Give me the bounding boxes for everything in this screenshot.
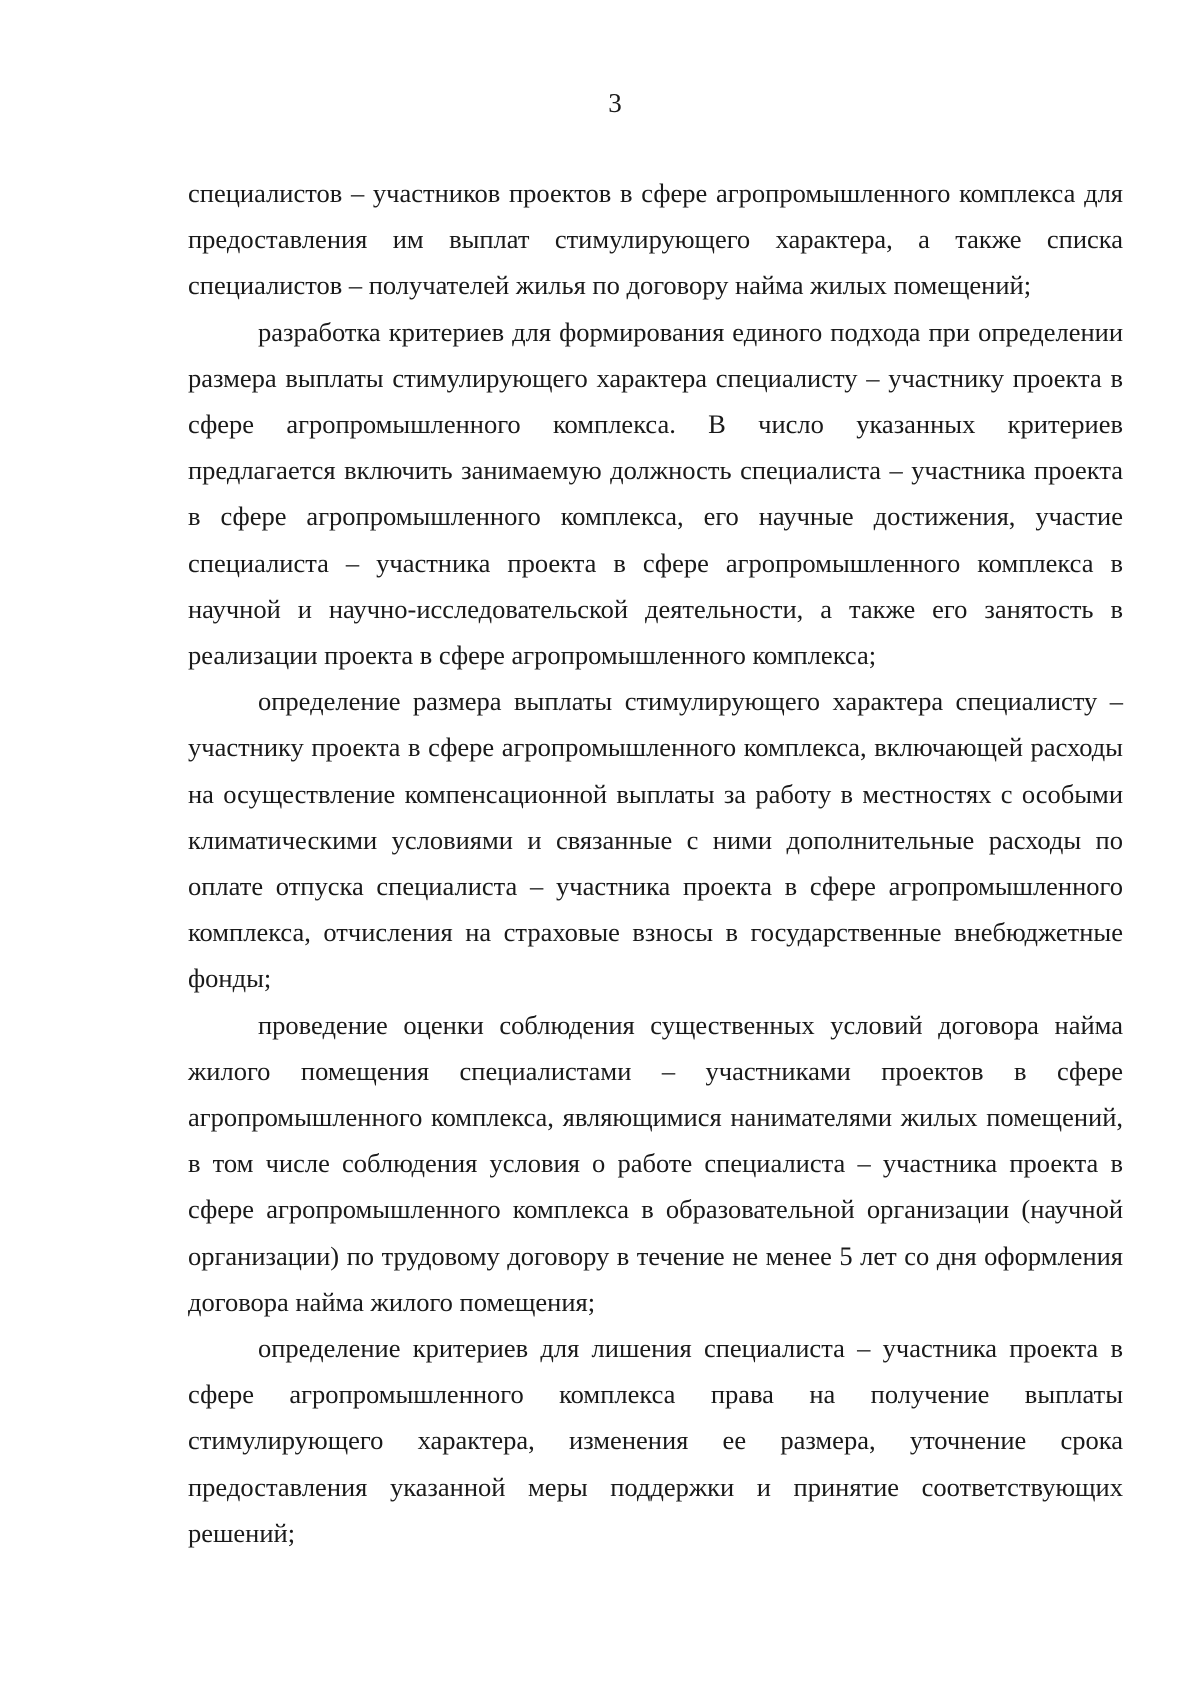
paragraph-deprivation-criteria: определение критериев для лишения специалиста – участника проекта в сфере агропромышленного комплекса права на получение выплаты стимулирующего характера, изменения ее размера, уточнение срока предоставления указанной меры поддержки и принятие соответствующих решений; — [188, 1333, 1123, 1548]
page-number: 3 — [608, 88, 622, 118]
document-body — [188, 170, 1123, 1556]
paragraph-contract-assessment: проведение оценки соблюдения существенных условий договора найма жилого помещения специалистами – участниками проектов в сфере агропромышленного комплекса, являющимися нанимателями жилых помещений, в том числе соблюдения условия о работе специалиста – участника проекта в сфере агропромышленного комплекса в образовательной организации (научной организации) по трудовому договору в течение не менее 5 лет со дня оформления договора найма жилого помещения; — [188, 1009, 1123, 1317]
paragraph-criteria-development: разработка критериев для формирования единого подхода при определении размера выплаты стимулирующего характера специалисту – участнику проекта в сфере агропромышленного комплекса. В число указанных критериев предлагается включить занимаемую должность специалиста – участника проекта в сфере агропромышленного комплекса, его научные достижения, участие специалиста – участника проекта в сфере агропромышленного комплекса в научной и научно-исследовательской деятельности, а также его занятость в реализации проекта в сфере агропромышленного комплекса; — [188, 316, 1123, 671]
paragraph-payment-size: определение размера выплаты стимулирующего характера специалисту – участнику проекта в сфере агропромышленного комплекса, включающей расходы на осуществление компенсационной выплаты за работу в местностях с особыми климатическими условиями и связанные с ними дополнительные расходы по оплате отпуска специалиста – участника проекта в сфере агропромышленного комплекса, отчисления на страховые взносы в государственные внебюджетные фонды; — [188, 686, 1123, 994]
paragraph-continued: специалистов – участников проектов в сфере агропромышленного комплекса для предоставления им выплат стимулирующего характера, а также списка специалистов – получателей жилья по договору найма жилых помещений; — [188, 178, 1123, 301]
